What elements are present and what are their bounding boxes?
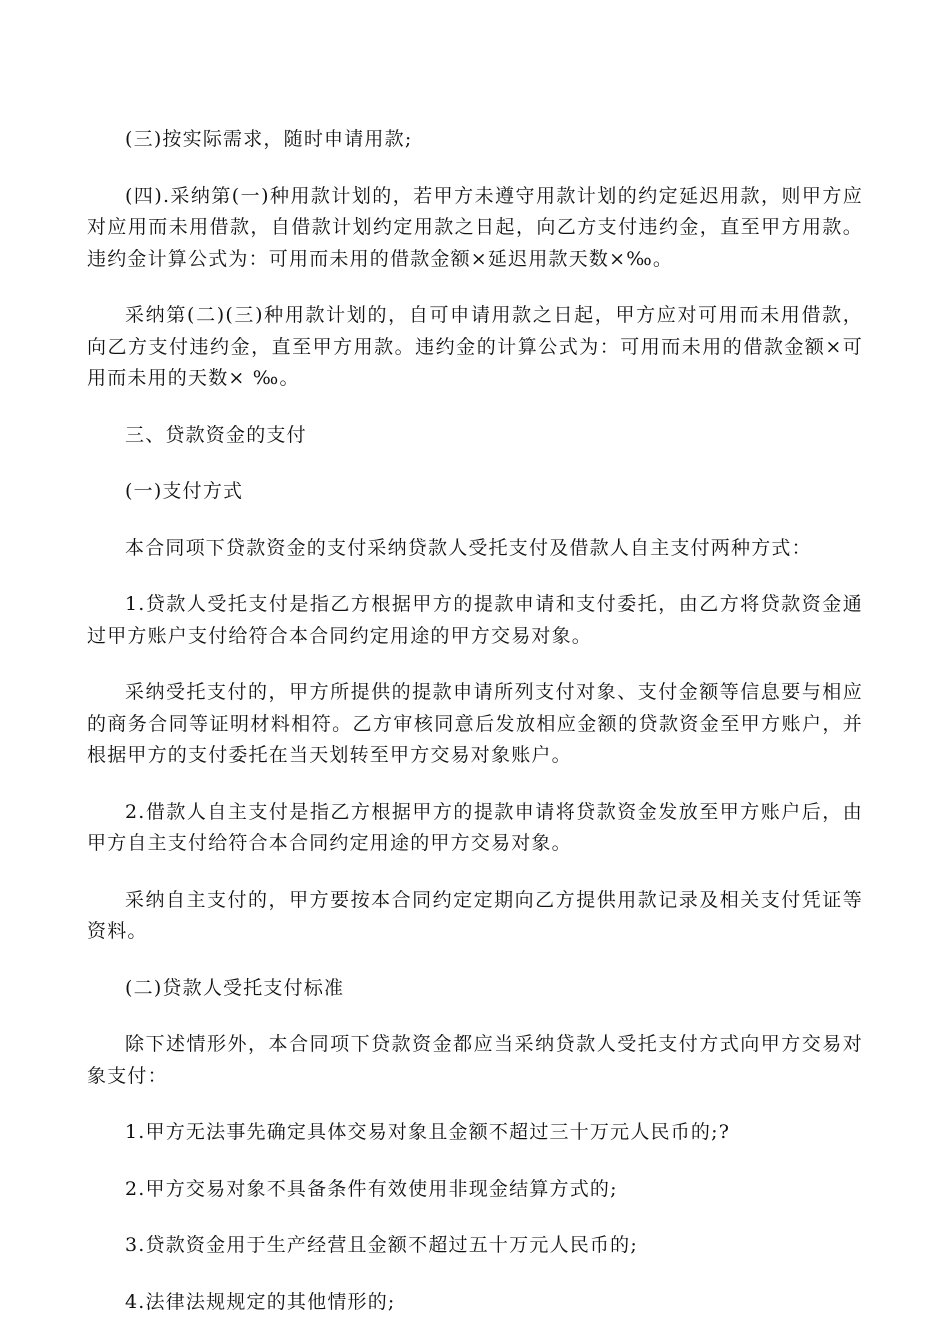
document-page <box>87 124 863 1343</box>
list-item-exception-4: 4.法律法规规定的其他情形的; <box>125 1290 396 1313</box>
list-item-exception-1: 1.甲方无法事先确定具体交易对象且金额不超过三十万元人民币的;? <box>125 1121 731 1143</box>
paragraph-entrusted-payment: 1.贷款人受托支付是指乙方根据甲方的提款申请和支付委托，由乙方将贷款资金通过甲方账户支付给符合本合同约定用途的甲方交易对象。 <box>87 593 863 647</box>
list-item-exception-2: 2.甲方交易对象不具备条件有效使用非现金结算方式的; <box>125 1177 618 1200</box>
list-item-exception-3: 3.贷款资金用于生产经营且金额不超过五十万元人民币的; <box>125 1234 638 1256</box>
paragraph-payment-methods: 本合同项下贷款资金的支付采纳贷款人受托支付及借款人自主支付两种方式： <box>125 536 812 559</box>
paragraph-option-four-penalty: (四).采纳第(一)种用款计划的，若甲方未遵守用款计划的约定延迟用款，则甲方应对应用而未用借款，自借款计划约定用款之日起，向乙方支付违约金，直至甲方用款。违约金计算公式为：可用而未用的借款金额×延迟用款天数×‰。 <box>87 184 863 270</box>
paragraph-exceptions-intro: 除下述情形外，本合同项下贷款资金都应当采纳贷款人受托支付方式向甲方交易对象支付： <box>87 1033 863 1087</box>
paragraph-self-payment-records: 采纳自主支付的，甲方要按本合同约定定期向乙方提供用款记录及相关支付凭证等资料。 <box>87 888 863 942</box>
paragraph-option-three: (三)按实际需求，随时申请用款; <box>125 128 413 150</box>
paragraph-option-two-three-penalty: 采纳第(二)(三)种用款计划的，自可申请用款之日起，甲方应对可用而未用借款，向乙方支付违约金，直至甲方用款。违约金的计算公式为：可用而未用的借款金额×可用而未用的天数× ‰。 <box>87 304 863 389</box>
subheading-payment-method: (一)支付方式 <box>125 480 244 502</box>
paragraph-self-payment: 2.借款人自主支付是指乙方根据甲方的提款申请将贷款资金发放至甲方账户后，由甲方自主支付给符合本合同约定用途的甲方交易对象。 <box>87 800 863 854</box>
paragraph-entrusted-payment-details: 采纳受托支付的，甲方所提供的提款申请所列支付对象、支付金额等信息要与相应的商务合同等证明材料相符。乙方审核同意后发放相应金额的贷款资金至甲方账户，并根据甲方的支付委托在当天划转至甲方交易对象账户。 <box>87 681 863 766</box>
subheading-entrusted-standard: (二)贷款人受托支付标准 <box>125 976 345 999</box>
section-heading-payment: 三、贷款资金的支付 <box>125 423 307 446</box>
